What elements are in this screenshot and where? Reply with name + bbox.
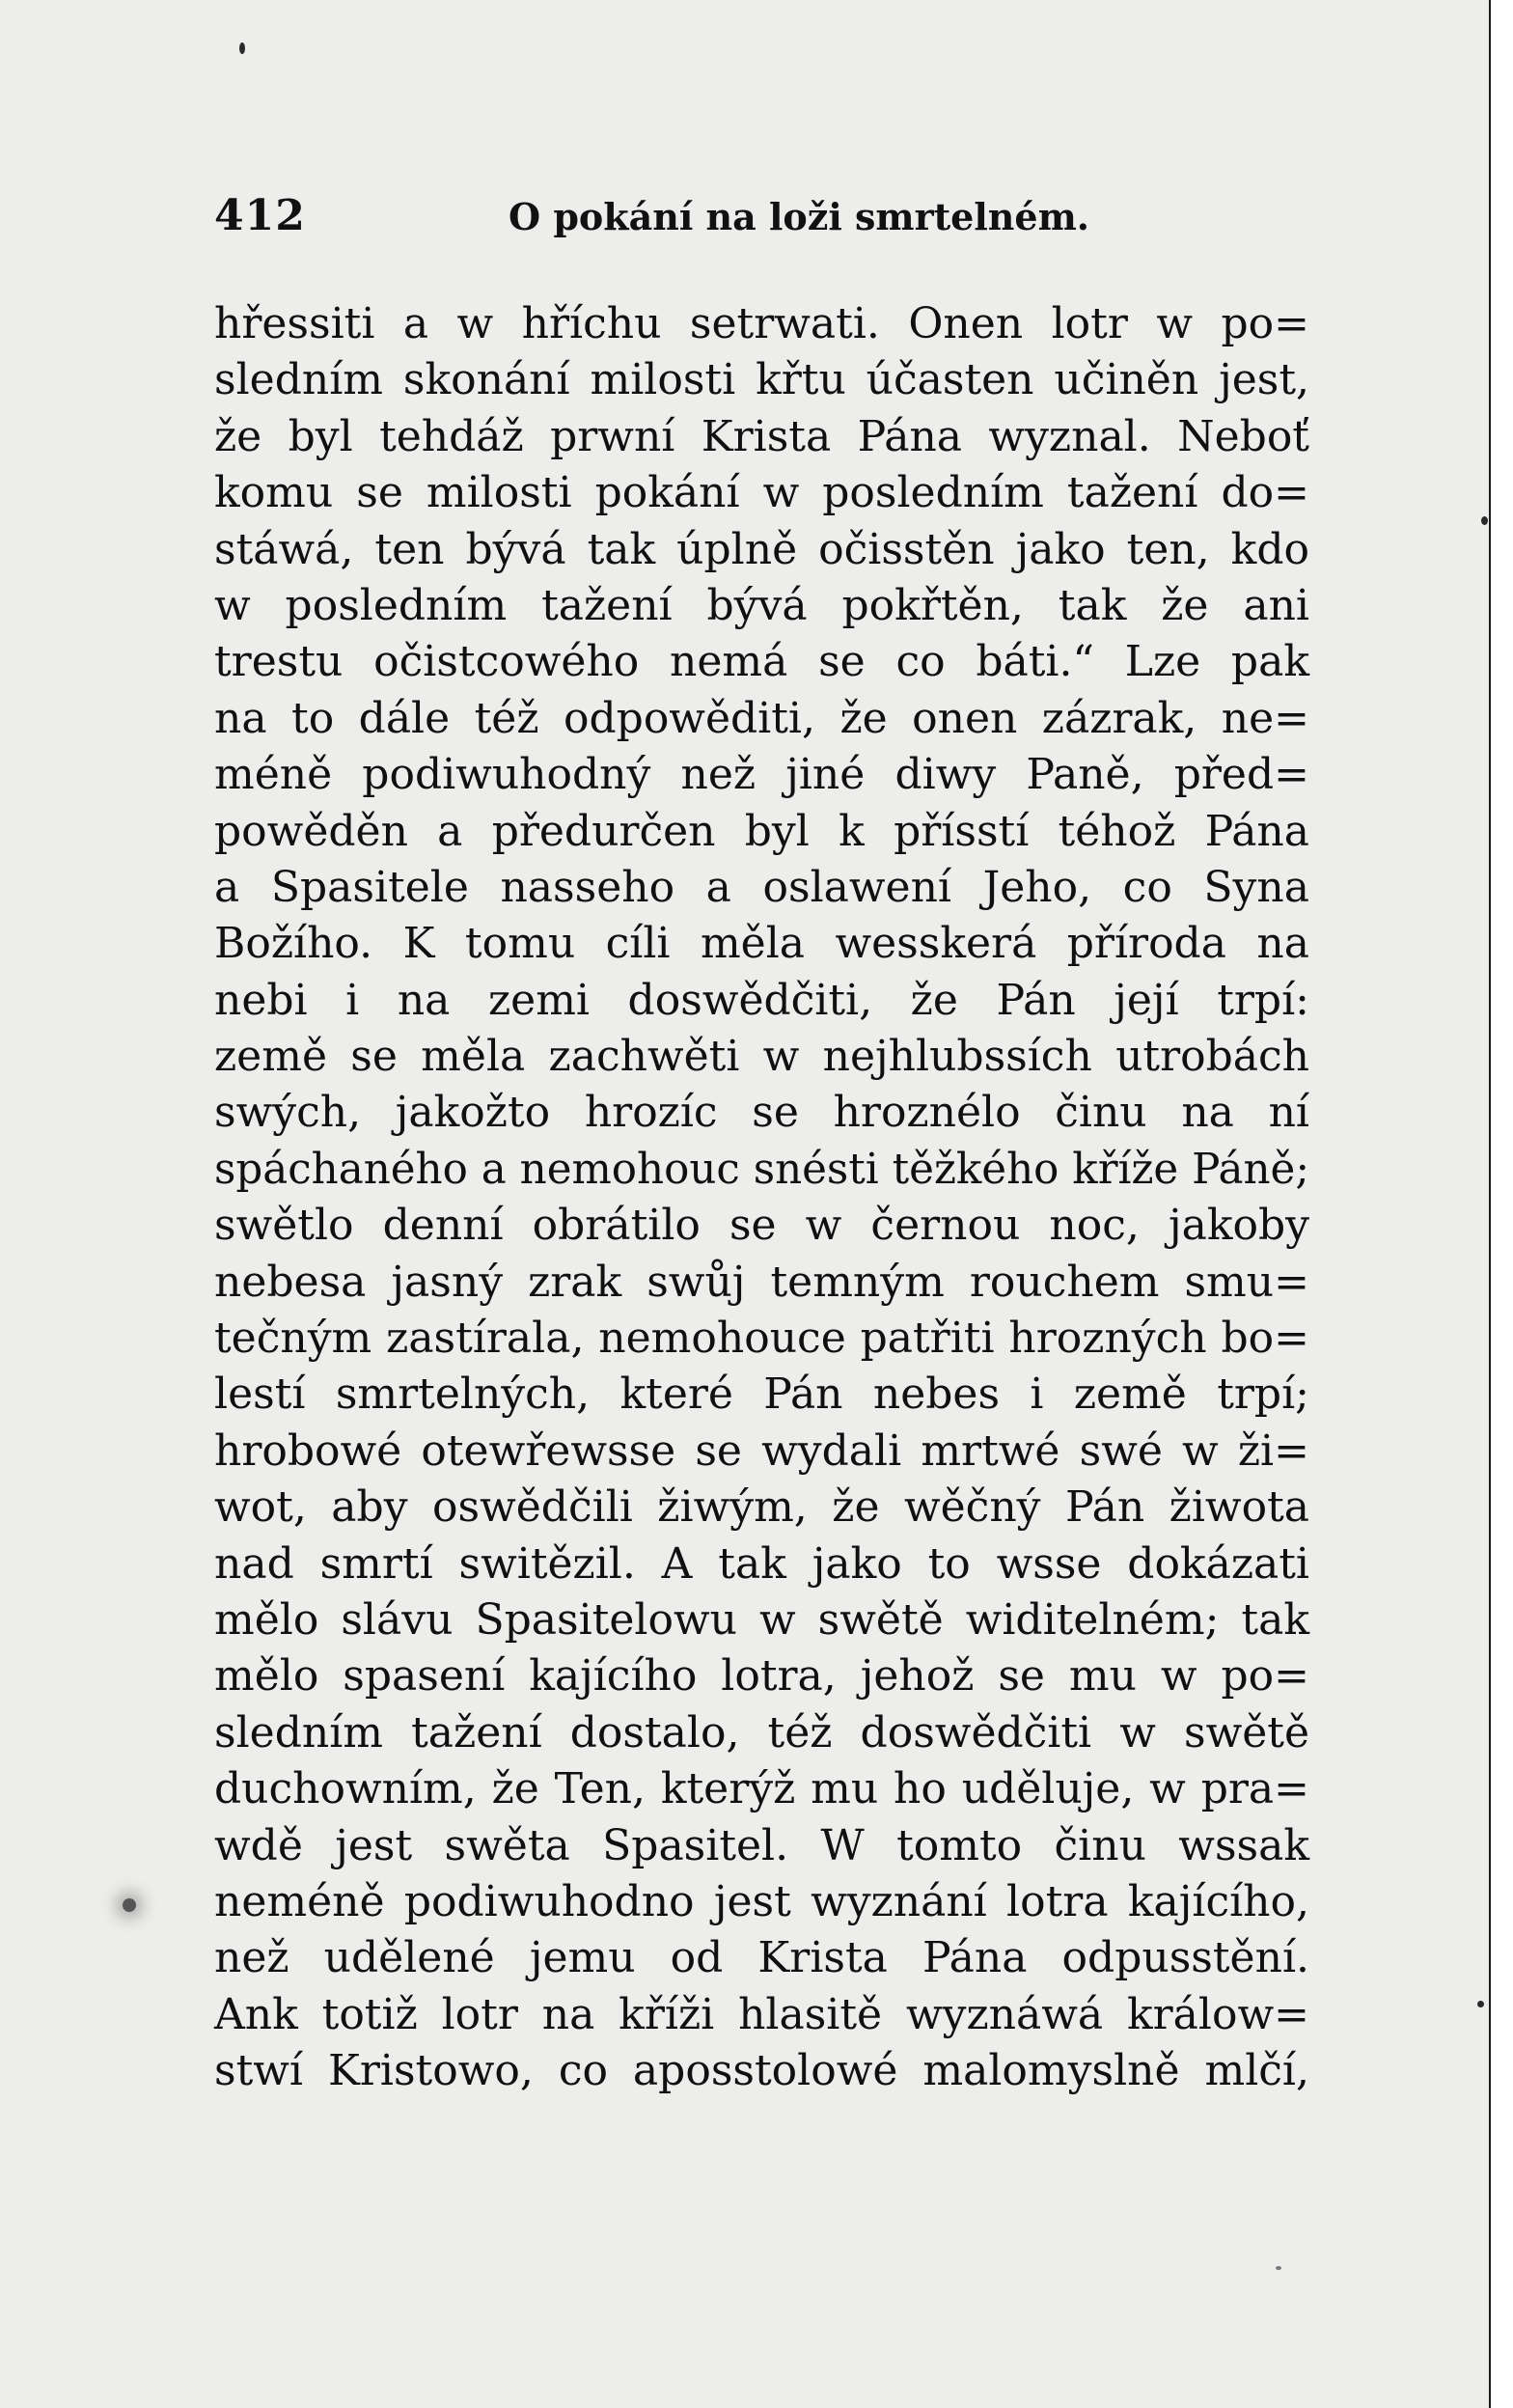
text-line: na to dále též odpowěditi, že onen zázrak, ne= — [214, 693, 1309, 743]
page-number: 412 — [214, 191, 306, 240]
body-text — [214, 296, 1309, 2100]
ink-speck — [123, 1898, 136, 1912]
text-line: nebi i na zemi doswědčiti, že Pán její trpí: — [214, 975, 1309, 1025]
text-line: trestu očistcowého nemá se co báti.“ Lze pak — [214, 637, 1309, 687]
text-line: swých, jakožto hrozíc se hroznélo činu na ní — [214, 1088, 1309, 1138]
text-line: hrobowé otewřewsse se wydali mrtwé swé w ži= — [214, 1425, 1309, 1476]
text-line: méně podiwuhodný než jiné diwy Paně, před= — [214, 750, 1309, 800]
text-line: lestí smrtelných, které Pán nebes i země trpí; — [214, 1370, 1309, 1420]
text-line: komu se milosti pokání w posledním tažení do= — [214, 468, 1309, 518]
text-line: než udělené jemu od Krista Pána odpusstění. — [214, 1933, 1309, 1983]
text-line: duchowním, že Ten, kterýž mu ho uděluje, w pra= — [214, 1764, 1309, 1814]
margin-strip — [1491, 0, 1513, 2408]
text-line: země se měla zachwěti w nejhlubssích utrobách — [214, 1032, 1309, 1082]
text-line: sledním tažení dostalo, též doswědčiti w swětě — [214, 1707, 1309, 1758]
page-header — [214, 191, 1314, 249]
text-line: spáchaného a nemohouc snésti těžkého kříže Páně; — [214, 1145, 1309, 1194]
ink-speck — [1481, 516, 1488, 525]
text-line: w posledním tažení bývá pokřtěn, tak že ani — [214, 580, 1309, 630]
text-line: že byl tehdáž prwní Krista Pána wyznal. Neboť — [214, 411, 1309, 461]
text-line: sledním skonání milosti křtu účasten učiněn jest, — [214, 355, 1309, 405]
text-line: wot, aby oswědčili žiwým, že wěčný Pán žiwota — [214, 1482, 1309, 1533]
text-line: stwí Kristowo, co aposstolowé malomyslně mlčí, — [214, 2046, 1309, 2096]
text-line: powěděn a předurčen byl k přísstí téhož Pána — [214, 806, 1309, 856]
text-line: stáwá, ten bývá tak úplně očisstěn jako ten, kdo — [214, 524, 1309, 574]
text-line: nad smrtí switězil. A tak jako to wsse dokázati — [214, 1538, 1309, 1589]
text-line: a Spasitele nasseho a oslawení Jeho, co Syna — [214, 862, 1309, 912]
text-line: Božího. K tomu cíli měla wesskerá příroda na — [214, 919, 1309, 969]
text-line: nebesa jasný zrak swůj temným rouchem smu= — [214, 1257, 1309, 1307]
text-line: wdě jest swěta Spasitel. W tomto činu wssak — [214, 1820, 1309, 1870]
text-line: mělo spasení kajícího lotra, jehož se mu w po= — [214, 1651, 1309, 1702]
running-title: O pokání na loži smrtelném. — [509, 195, 1090, 238]
ink-speck — [239, 42, 245, 54]
ink-speck — [1276, 2266, 1281, 2270]
text-line: Ank totiž lotr na kříži hlasitě wyznáwá králow= — [214, 1989, 1309, 2039]
text-line: tečným zastírala, nemohouce patřiti hrozných bo= — [214, 1314, 1309, 1364]
text-line: mělo slávu Spasitelowu w swětě widitelném; tak — [214, 1594, 1309, 1645]
ink-speck — [1477, 2001, 1484, 2007]
text-line: hřessiti a w hříchu setrwati. Onen lotr w po= — [214, 299, 1309, 348]
text-line: neméně podiwuhodno jest wyznání lotra kajícího, — [214, 1876, 1309, 1926]
text-line: swětlo denní obrátilo se w černou noc, jakoby — [214, 1201, 1309, 1251]
